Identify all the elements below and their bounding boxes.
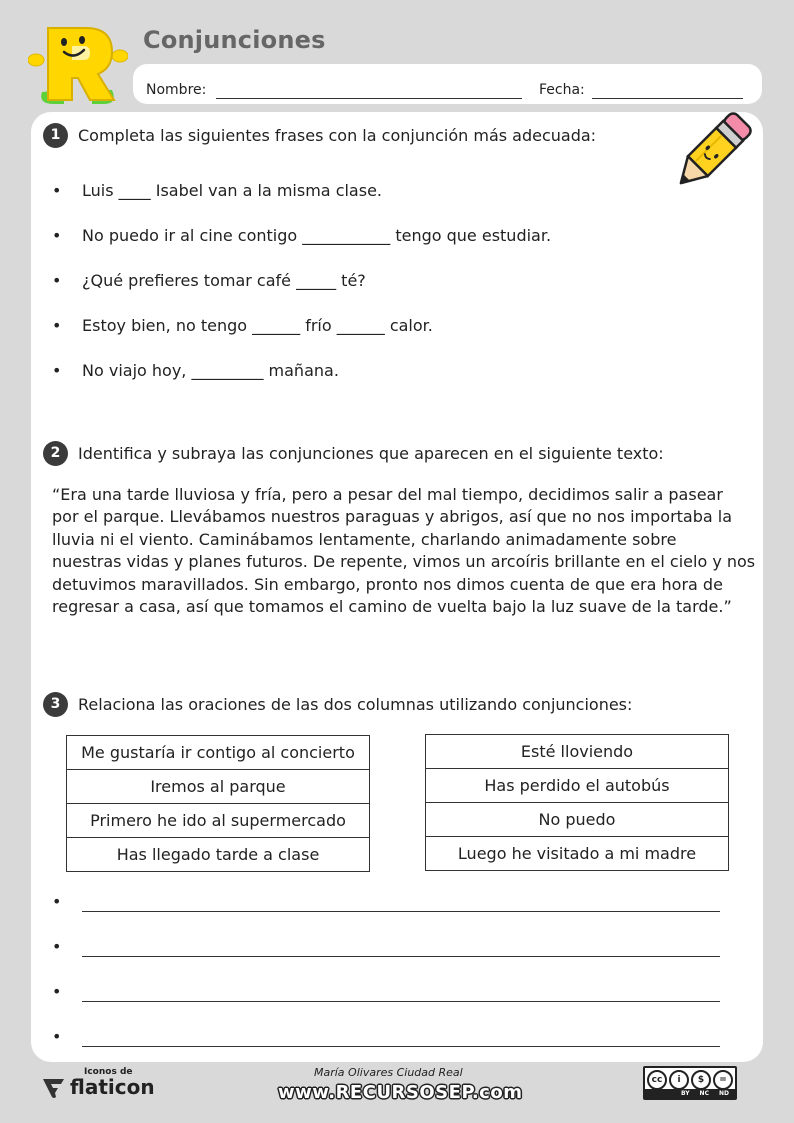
left-column-cell: Has llegado tarde a clase (67, 838, 370, 872)
right-column-table (425, 734, 729, 871)
section-1-instruction: Completa las siguientes frases con la conjunción más adecuada: (78, 126, 597, 145)
section-2-instruction: Identifica y subraya las conjunciones que aparecen en el siguiente texto: (78, 444, 664, 463)
bullet: • (52, 226, 62, 245)
cc-label: NC (699, 1090, 709, 1097)
exercise-1-item: No viajo hoy, _________ mañana. (82, 361, 339, 380)
by-symbol: i (669, 1070, 689, 1090)
left-column-cell: Iremos al parque (67, 770, 370, 804)
right-column-cell: Has perdido el autobús (426, 769, 729, 803)
exercise-1-item: ¿Qué prefieres tomar café _____ té? (82, 271, 366, 290)
answer-line[interactable] (82, 1001, 720, 1002)
right-column-cell: Esté lloviendo (426, 735, 729, 769)
exercise-1-item: No puedo ir al cine contigo ___________ tengo que estudiar. (82, 226, 552, 245)
reading-text-line: nuestras vidas y planes futuros. De repente, vimos un arcoíris brillante en el cielo y nos (52, 552, 756, 572)
date-label: Fecha: (539, 82, 585, 98)
mascot-r-logo-icon (28, 20, 128, 108)
bullet: • (52, 892, 62, 911)
section-2-number-badge: 2 (43, 441, 68, 466)
date-input-line[interactable] (592, 98, 743, 99)
bullet: • (52, 982, 62, 1001)
reading-text-line: detuvimos maravillados. Sin embargo, pronto nos dimos cuenta de que era hora de (52, 574, 723, 594)
reading-text (52, 484, 756, 618)
left-column-table (66, 735, 370, 872)
answer-line[interactable] (82, 1046, 720, 1047)
reading-text-line: por el parque. Llevábamos nuestros paraguas y abrigos, así que no nos importaba la (52, 507, 733, 527)
cc-license-icon (643, 1066, 737, 1100)
bullet: • (52, 271, 62, 290)
right-column-cell: No puedo (426, 803, 729, 837)
left-column-cell: Me gustaría ir contigo al concierto (67, 736, 370, 770)
bullet: • (52, 361, 62, 380)
section-3-number-badge: 3 (43, 692, 68, 717)
flaticon-logo-icon (42, 1077, 66, 1099)
exercise-1-item: Luis ____ Isabel van a la misma clase. (82, 181, 382, 200)
section-3-instruction: Relaciona las oraciones de las dos columnas utilizando conjunciones: (78, 695, 633, 714)
bullet: • (52, 181, 62, 200)
reading-text-line: “Era una tarde lluviosa y fría, pero a pesar del mal tiempo, decidimos salir a pasear (52, 485, 723, 504)
nd-symbol: = (713, 1070, 733, 1090)
answer-line[interactable] (82, 956, 720, 957)
reading-text-line: lluvia ni el viento. Caminábamos lentamente, charlando animadamente sobre (52, 529, 677, 549)
right-column-cell: Luego he visitado a mi madre (426, 837, 729, 871)
page-title: Conjunciones (143, 26, 326, 54)
pencil-icon (672, 112, 752, 192)
bullet: • (52, 1027, 62, 1046)
section-1-number-badge: 1 (43, 123, 68, 148)
icons-credit: Iconos de (84, 1067, 133, 1077)
website-link[interactable]: www.RECURSOSEP.com (278, 1082, 523, 1103)
exercise-1-item: Estoy bien, no tengo ______ frío ______ calor. (82, 316, 433, 335)
answer-line[interactable] (82, 911, 720, 912)
cc-label: ND (718, 1090, 729, 1097)
bullet: • (52, 316, 62, 335)
left-column-cell: Primero he ido al supermercado (67, 804, 370, 838)
author-credit: María Olivares Ciudad Real (314, 1066, 463, 1079)
name-label: Nombre: (146, 82, 207, 98)
bullet: • (52, 937, 62, 956)
reading-text-line: regresar a casa, así que tomamos el camino de vuelta bajo la luz suave de la tarde.” (52, 597, 732, 617)
name-input-line[interactable] (216, 98, 522, 99)
nc-symbol: $ (691, 1070, 711, 1090)
cc-label: BY (680, 1090, 690, 1097)
cc-symbol: cc (647, 1070, 667, 1090)
flaticon-brand: flaticon (70, 1075, 155, 1099)
